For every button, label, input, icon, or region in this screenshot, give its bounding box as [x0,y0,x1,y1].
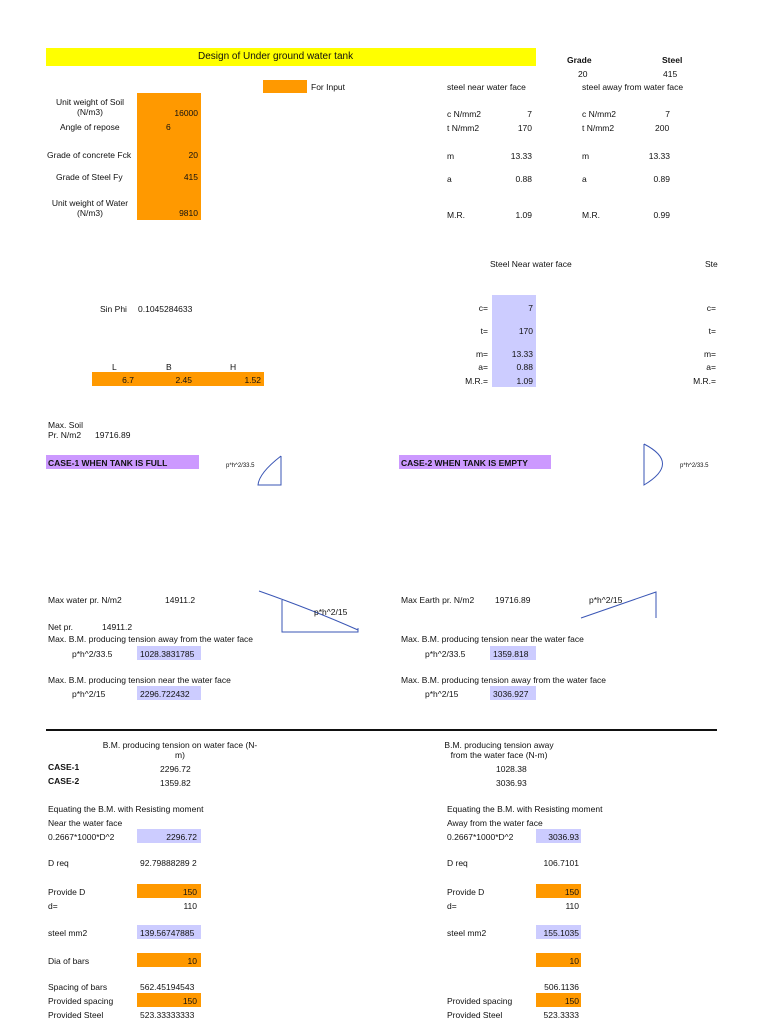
repose-value[interactable]: 6 [166,122,171,132]
dl-steel-label: steel mm2 [48,928,88,938]
dim-l-label: L [112,362,117,372]
near2-a-label: a= [478,362,488,372]
near-a-label: a [447,174,452,184]
summary-case2-label: CASE-2 [48,776,80,786]
dl-face-label: Near the water face [48,818,123,828]
summary-right-head-2: from the water face (N-m) [450,750,548,760]
dr-psteel-value: 523.3333 [543,1010,579,1020]
summary-case2-left: 1359.82 [160,778,191,788]
page-title: Design of Under ground water tank [198,51,354,62]
away-c-value: 7 [665,109,670,119]
steel-label: Steel [662,55,683,65]
maxsoil-label-1: Max. Soil [48,420,83,430]
summary-case1-left: 2296.72 [160,764,191,774]
steel-away-heading: Ste [705,259,718,269]
dim-l-value[interactable]: 6.7 [122,375,134,385]
case2-heading: CASE-2 WHEN TANK IS EMPTY [401,458,528,468]
dl-dia-value[interactable]: 10 [187,956,197,966]
case2-pressure-diagram [580,590,660,620]
case2-diagram-label: p*h^2/15 [589,595,623,605]
soil-label-2: (N/m3) [77,107,103,117]
dr-formula: 0.2667*1000*D^2 [447,832,514,842]
dl-eq-label: Equating the B.M. with Resisting moment [48,804,204,814]
near-a-value: 0.88 [515,174,532,184]
away2-t-label: t= [708,326,716,336]
case1-f2-value: 2296.722432 [140,689,190,699]
case2-small-diagram [643,443,673,487]
dr-eq-label: Equating the B.M. with Resisting moment [447,804,603,814]
steel-value: 415 [663,69,678,79]
case2-bm-near-label: Max. B.M. producing tension near the water face [401,634,584,644]
case1-bm-near-label: Max. B.M. producing tension near the water face [48,675,231,685]
near-face-heading: steel near water face [447,82,526,92]
dr-dreq-label: D req [447,858,468,868]
near-m-value: 13.33 [510,151,532,161]
summary-case2-right: 3036.93 [496,778,527,788]
near2-mr-label: M.R.= [465,376,488,386]
water-label-2: (N/m3) [77,208,103,218]
dr-steel-label: steel mm2 [447,928,487,938]
case1-max-water-value: 14911.2 [165,595,196,605]
near2-m-value: 13.33 [511,349,533,359]
near2-a-value: 0.88 [516,362,533,372]
case2-f2-value: 3036.927 [493,689,529,699]
dl-dreq-value: 92.79888289 2 [140,858,197,868]
repose-label: Angle of repose [60,122,120,132]
away-c-label: c N/mm2 [582,109,616,119]
dl-d-label: d= [48,901,58,911]
dl-provideD-value[interactable]: 150 [182,887,197,897]
dl-psteel-value: 523.33333333 [140,1010,195,1020]
dim-h-value[interactable]: 1.52 [244,375,261,385]
dr-d-label: d= [447,901,457,911]
near-t-label: t N/mm2 [447,123,480,133]
summary-case1-label: CASE-1 [48,762,80,772]
dl-pspacing-label: Provided spacing [48,996,114,1006]
case1-net-label: Net pr. [48,622,74,632]
away-m-label: m [582,151,590,161]
dl-psteel-label: Provided Steel [48,1010,104,1020]
near2-c-value: 7 [528,303,533,313]
case1-heading: CASE-1 WHEN TANK IS FULL [48,458,168,468]
away-mr-value: 0.99 [653,210,670,220]
dl-steel-value: 139.56747885 [140,928,195,938]
case2-max-earth-label: Max Earth pr. N/m2 [401,595,475,605]
dl-d-value: 110 [183,901,197,911]
dim-b-value[interactable]: 2.45 [175,375,192,385]
fy-label: Grade of Steel Fy [56,172,123,182]
away2-c-label: c= [706,303,716,313]
away-mr-label: M.R. [582,210,600,220]
near-mr-value: 1.09 [515,210,532,220]
near2-mr-value: 1.09 [516,376,533,386]
away2-m-label: m= [703,349,716,359]
summary-left-head-1: B.M. producing tension on water face (N- [102,740,258,750]
away-t-label: t N/mm2 [582,123,615,133]
dim-h-label: H [230,362,237,372]
water-value[interactable]: 9810 [179,208,198,218]
dr-face-label: Away from the water face [447,818,543,828]
case2-max-earth-value: 19716.89 [495,595,531,605]
dr-pspacing-label: Provided spacing [447,996,513,1006]
away-a-label: a [582,174,587,184]
fck-value[interactable]: 20 [188,150,198,160]
near-m-label: m [447,151,455,161]
near2-t-label: t= [480,326,488,336]
case2-bm-away-label: Max. B.M. producing tension away from the water face [401,675,607,685]
summary-right-head-1: B.M. producing tension away [444,740,554,750]
away-m-value: 13.33 [648,151,670,161]
dr-d-value: 110 [565,901,579,911]
dim-b-label: B [166,362,172,372]
soil-value[interactable]: 16000 [174,108,198,118]
case1-formula-small: p*h^2/33.5 [226,463,255,469]
case1-small-diagram [255,455,285,487]
dl-formula: 0.2667*1000*D^2 [48,832,115,842]
dr-spacing-value: 506.1136 [544,982,579,992]
input-legend-label: For Input [311,82,346,92]
grade-label: Grade [567,55,592,65]
away-t-value: 200 [655,123,670,133]
case2-formula-small: p*h^2/33.5 [680,463,709,469]
away-face-heading: steel away from water face [582,82,684,92]
near-c-label: c N/mm2 [447,109,481,119]
near-mr-label: M.R. [447,210,465,220]
case1-f1-value: 1028.3831785 [140,649,195,659]
near-t-value: 170 [517,123,532,133]
case2-f2-label: p*h^2/15 [425,689,459,699]
case1-net-value: 14911.2 [102,622,133,632]
away-a-value: 0.89 [653,174,670,184]
dr-provideD-value[interactable]: 150 [564,887,579,897]
dr-steel-value: 155.1035 [543,928,579,938]
near2-m-label: m= [475,349,488,359]
input-legend-swatch [263,80,307,93]
dr-dreq-value: 106.7101 [543,858,579,868]
maxsoil-value: 19716.89 [95,430,131,440]
case1-max-water-label: Max water pr. N/m2 [48,595,122,605]
dr-pspacing-value[interactable]: 150 [564,996,579,1006]
dl-dia-label: Dia of bars [48,956,90,966]
near2-c-label: c= [478,303,488,313]
water-label-1: Unit weight of Water [51,198,129,208]
steel-near-heading: Steel Near water face [490,259,572,269]
dr-dia-value[interactable]: 10 [569,956,579,966]
sinphi-label: Sin Phi [100,304,127,314]
soil-label-1: Unit weight of Soil [55,97,125,107]
case2-f1-value: 1359.818 [493,649,529,659]
case1-f2-label: p*h^2/15 [72,689,106,699]
dl-spacing-value: 562.45194543 [140,982,195,992]
fy-value[interactable]: 415 [183,172,198,182]
summary-left-head-2: m) [175,750,185,760]
dl-provideD-label: Provide D [48,887,86,897]
grade-value: 20 [578,69,588,79]
dr-formula-value: 3036.93 [548,832,579,842]
fck-label: Grade of concrete Fck [47,150,132,160]
section-divider [46,729,717,731]
summary-case1-right: 1028.38 [496,764,527,774]
sinphi-value: 0.1045284633 [138,304,193,314]
away2-a-label: a= [706,362,716,372]
dr-provideD-label: Provide D [447,887,485,897]
near-c-value: 7 [527,109,532,119]
case2-f1-label: p*h^2/33.5 [425,649,466,659]
dl-pspacing-value[interactable]: 150 [182,996,197,1006]
dl-spacing-label: Spacing of bars [48,982,108,992]
case1-f1-label: p*h^2/33.5 [72,649,113,659]
dr-psteel-label: Provided Steel [447,1010,503,1020]
away2-mr-label: M.R.= [693,376,716,386]
case1-bm-away-label: Max. B.M. producing tension away from the water face [48,634,254,644]
case1-diagram-label: p*h^2/15 [314,607,348,617]
dl-dreq-label: D req [48,858,69,868]
near2-t-value: 170 [518,326,533,336]
dl-formula-value: 2296.72 [166,832,197,842]
maxsoil-label-2: Pr. N/m2 [48,430,82,440]
